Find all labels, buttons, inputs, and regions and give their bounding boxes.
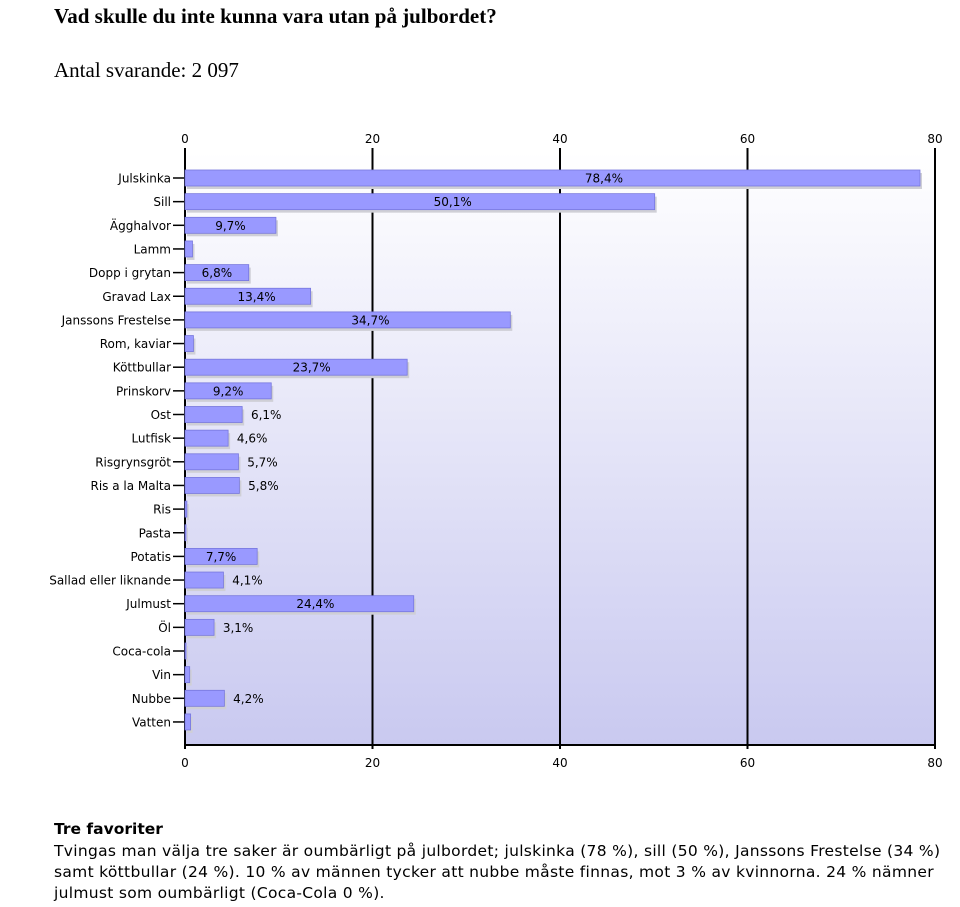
data-label: 13,4% — [237, 289, 276, 304]
x-tick-label-bottom: 80 — [927, 756, 943, 770]
x-tick-label-bottom: 20 — [364, 756, 381, 770]
bar-shadow — [187, 646, 188, 662]
y-tick-label: Coca-cola — [112, 644, 171, 659]
y-tick-label: Ris — [153, 502, 171, 517]
bar-shadow — [187, 504, 189, 520]
x-tick-label-bottom: 40 — [552, 756, 568, 770]
page-title: Vad skulle du inte kunna vara utan på julbordet? — [54, 4, 497, 28]
y-tick-label: Potatis — [130, 549, 171, 564]
y-tick-label: Julmust — [126, 597, 171, 612]
data-label: 9,2% — [212, 384, 244, 399]
bar-chart — [0, 120, 960, 780]
bar — [185, 572, 223, 588]
data-label: 23,7% — [292, 360, 331, 375]
y-tick-label: Nubbe — [131, 691, 171, 706]
bar — [185, 336, 193, 352]
respondent-count: Antal svarande: 2 097 — [54, 58, 239, 82]
y-tick-label: Julskinka — [118, 171, 171, 186]
bar — [185, 501, 187, 517]
y-tick-label: Prinskorv — [115, 384, 171, 399]
data-label: 7,7% — [205, 549, 237, 564]
bar — [185, 407, 242, 423]
y-tick-label: Risgrynsgröt — [95, 455, 171, 470]
y-tick-label: Ägghalvor — [109, 218, 171, 233]
y-tick-label: Pasta — [138, 526, 171, 541]
y-tick-label: Köttbullar — [112, 360, 171, 375]
y-tick-label: Lutfisk — [131, 431, 171, 446]
y-tick-label: Janssons Frestelse — [61, 313, 171, 328]
bar — [185, 525, 186, 541]
notes-heading: Tre favoriter — [54, 820, 163, 838]
y-tick-label: Sallad eller liknande — [49, 573, 171, 588]
y-tick-label: Ris a la Malta — [90, 478, 171, 493]
data-label: 9,7% — [215, 218, 246, 233]
y-tick-label: Vatten — [131, 715, 171, 730]
data-label: 78,4% — [584, 171, 624, 186]
x-tick-label-bottom: 60 — [739, 756, 756, 770]
y-tick-label: Sill — [153, 195, 171, 210]
y-tick-label: Ost — [150, 408, 171, 422]
bar — [185, 477, 239, 493]
y-tick-label: Öl — [158, 620, 171, 635]
bar-shadow — [187, 528, 188, 544]
data-label: 34,7% — [351, 313, 390, 328]
bar — [185, 430, 228, 446]
bar — [185, 241, 193, 257]
y-tick-label: Gravad Lax — [102, 289, 171, 304]
data-label: 6,8% — [201, 266, 233, 281]
bar — [185, 619, 214, 635]
y-tick-label: Dopp i grytan — [88, 266, 171, 281]
bar — [185, 643, 186, 659]
bar — [185, 194, 655, 210]
y-tick-label: Rom, kaviar — [99, 337, 171, 352]
data-label: 3,1% — [222, 620, 254, 635]
data-label: 50,1% — [433, 195, 472, 210]
bar — [185, 170, 920, 186]
bar — [185, 714, 191, 730]
bar — [185, 667, 190, 683]
bar — [185, 690, 224, 706]
data-label: 4,1% — [232, 573, 263, 588]
y-tick-label: Lamm — [133, 242, 171, 257]
data-label: 4,6% — [236, 431, 268, 446]
x-tick-label-top: 20 — [364, 132, 381, 146]
bar — [185, 312, 510, 328]
x-tick-label-bottom: 0 — [181, 756, 189, 770]
x-tick-label-top: 60 — [739, 132, 756, 146]
x-tick-label-top: 0 — [181, 132, 189, 146]
data-label: 24,4% — [296, 597, 335, 612]
data-label: 4,2% — [233, 691, 264, 706]
x-tick-label-top: 40 — [552, 132, 568, 146]
x-tick-label-top: 80 — [927, 132, 943, 146]
notes-body: Tvingas man välja tre saker är oumbärligt på julbordet; julskinka (78 %), sill (50 %), Janssons Frestelse (34 %) samt köttbullar (24 %). 10 % av männen tycker att nubbe måste finnas, mot 3 % av kvinnorna. 24 % nämner julmust som oumbärligt (Coca-Cola 0 %). — [54, 842, 941, 902]
bar — [185, 454, 238, 470]
data-label: 5,7% — [247, 455, 278, 470]
data-label: 5,8% — [248, 478, 279, 493]
y-tick-label: Vin — [152, 668, 171, 683]
data-label: 6,1% — [250, 408, 282, 422]
